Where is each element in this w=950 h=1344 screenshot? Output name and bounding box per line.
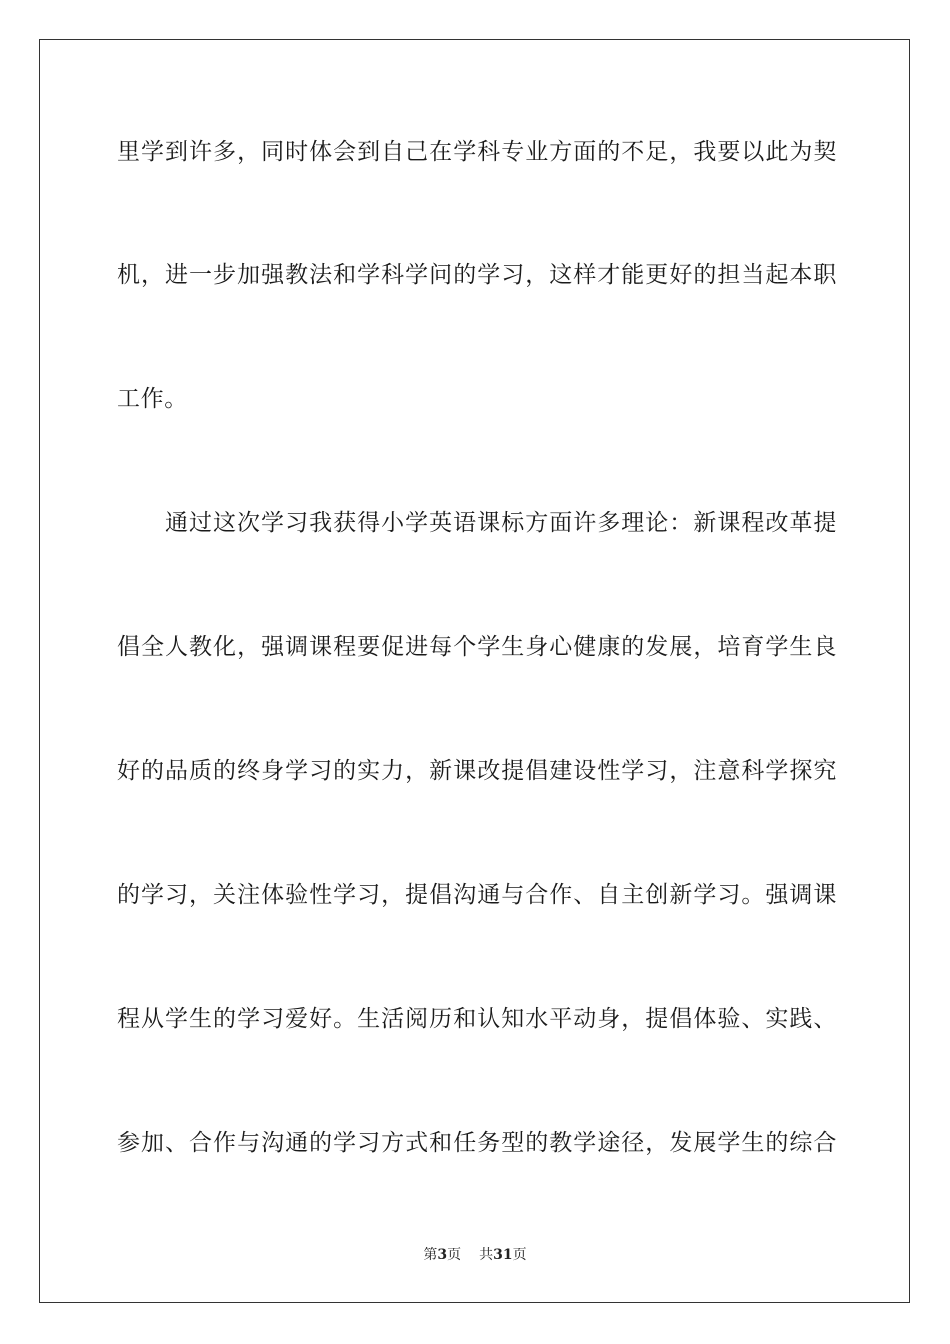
page-border — [39, 39, 910, 1303]
text-line: 参加、合作与沟通的学习方式和任务型的教学途径，发展学生的综合 — [117, 1130, 837, 1156]
page-suffix: 页 — [447, 1247, 462, 1263]
page-prefix: 第 — [423, 1247, 438, 1263]
text-line: 机，进一步加强教法和学科学问的学习，这样才能更好的担当起本职 — [117, 262, 837, 288]
text-line: 的学习，关注体验性学习，提倡沟通与合作、自主创新学习。强调课 — [117, 882, 837, 908]
page-footer — [0, 1246, 950, 1264]
total-page-count: 31 — [493, 1247, 513, 1263]
text-line: 里学到许多，同时体会到自己在学科专业方面的不足，我要以此为契 — [117, 139, 837, 165]
text-line: 好的品质的终身学习的实力，新课改提倡建设性学习，注意科学探究 — [117, 758, 837, 784]
text-line: 工作。 — [117, 386, 188, 412]
total-prefix: 共 — [479, 1247, 494, 1263]
current-page-number: 3 — [437, 1247, 448, 1263]
total-suffix: 页 — [512, 1247, 527, 1263]
text-line: 倡全人教化，强调课程要促进每个学生身心健康的发展，培育学生良 — [117, 634, 837, 660]
text-line: 程从学生的学习爱好。生活阅历和认知水平动身，提倡体验、实践、 — [117, 1006, 837, 1032]
paragraph-first-line: 通过这次学习我获得小学英语课标方面许多理论：新课程改革提 — [165, 510, 837, 536]
